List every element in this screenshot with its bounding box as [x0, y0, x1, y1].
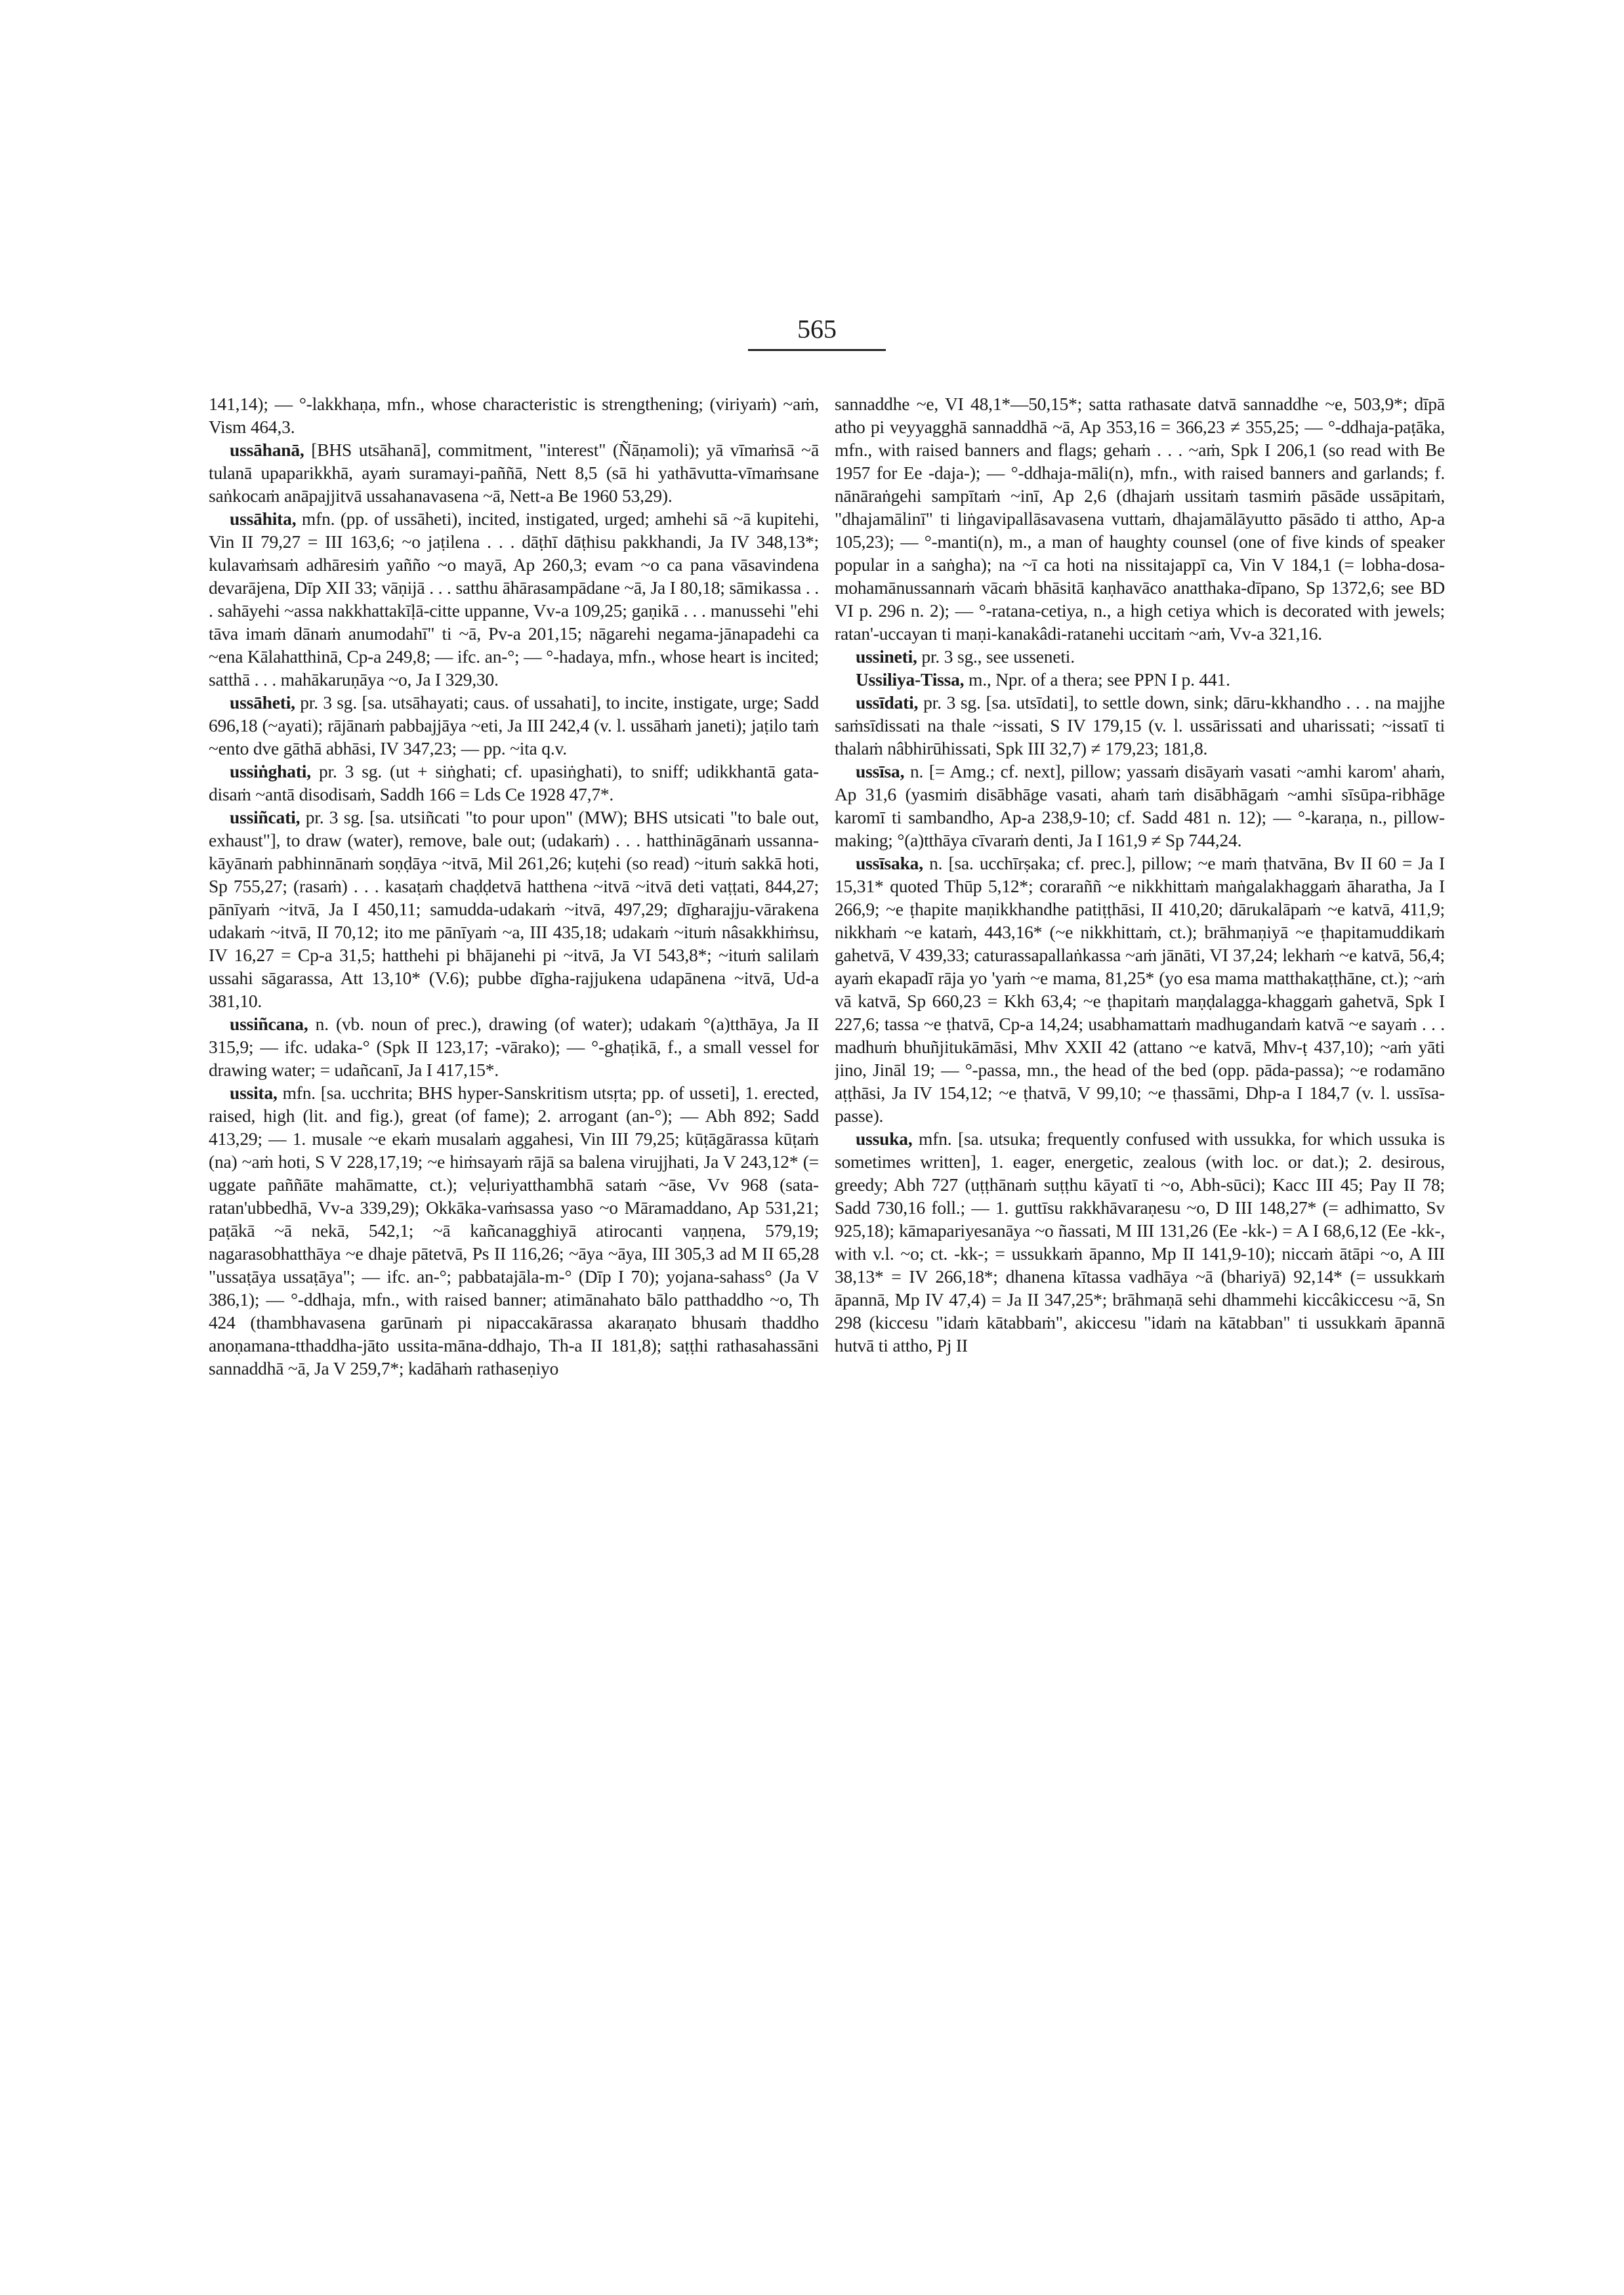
entry-text: mfn. [sa. utsuka; frequently confused with ussukka, for which ussuka is sometimes written], 1. eager, energetic, zealous (with loc. or dat.); 2. desirous, greedy; Abh 727 (uṭṭhānaṁ suṭṭhu kāyatī ti ~o, Abh-sūci); Kacc III 45; Pay II 78; Sadd 730,16 foll.; — 1. guttīsu rakkhāvaraṇesu ~o, D III 148,27* (= adhimatto, Sv 925,18); kāmapariyesanāya ~o ñassati, M III 131,26 (Ee -kk-) = A I 68,6,12 (Ee -kk-, with v.l. ~o; ct. -kk-; = ussukkaṁ āpanno, Mp II 141,9-10); niccaṁ ātāpi ~o, A III 38,13* = IV 266,18*; dhanena kītassa vadhāya ~ā (bhariyā) 92,14* (= ussukkaṁ āpannā, Mp IV 47,4) = Ja II 347,25*; brāhmaṇā sehi dhammehi kiccâkiccesu ~ā, Sn 298 (kiccesu "idaṁ kātabbaṁ", akiccesu "idaṁ na kātabban" ti ussukkaṁ āpannā hutvā ti attho, Pj II	[835, 1128, 1445, 1355]
entry-headword: ussiṅghati,	[230, 761, 311, 781]
dictionary-entry	[835, 691, 1445, 760]
entry-text: pr. 3 sg., see usseneti.	[917, 646, 1075, 667]
header-rule	[748, 349, 886, 351]
entry-text: 141,14); — °-lakkhaṇa, mfn., whose characteristic is strengthening; (viriyaṁ) ~aṁ, Vism 464,3.	[209, 394, 819, 437]
entry-headword: ussiñcati,	[230, 807, 301, 827]
entry-headword: ussīdati,	[856, 692, 919, 713]
dictionary-entry	[209, 691, 819, 760]
entry-headword: ussita,	[230, 1083, 278, 1103]
entry-headword: ussāhanā,	[230, 440, 304, 460]
entry-headword: ussīsa,	[856, 761, 905, 781]
entry-headword: Ussiliya-Tissa,	[856, 669, 965, 690]
dictionary-entry	[835, 1127, 1445, 1357]
entry-headword: ussāhita,	[230, 508, 297, 529]
entry-text: n. [= Amg.; cf. next], pillow; yassaṁ disāyaṁ vasati ~amhi karom' ahaṁ, Ap 31,6 (yasmiṁ disābhāge vasati, ahaṁ taṁ disābhāgaṁ ~amhi sīsūpa-ribhāge karomī ti sambandho, Ap-a 238,9-10; cf. Sadd 481 n. 12); — °-karaṇa, n., pillow-making; °(a)tthāya cīvaraṁ denti, Ja I 161,9 ≠ Sp 744,24.	[835, 761, 1445, 850]
dictionary-entry	[835, 668, 1445, 691]
left-column	[209, 392, 819, 2203]
dictionary-entry	[835, 645, 1445, 668]
dictionary-entry	[209, 1081, 819, 1380]
entry-text: pr. 3 sg. (ut + siṅghati; cf. upasiṅghati), to sniff; udikkhantā gata-disaṁ ~antā disodisaṁ, Saddh 166 = Lds Ce 1928 47,7*.	[209, 761, 819, 804]
dictionary-entry	[835, 760, 1445, 852]
entry-text: mfn. (pp. of ussāheti), incited, instigated, urged; amhehi sā ~ā kupitehi, Vin II 79,27 = III 163,6; ~o jaṭilena . . . dāṭhī dāṭhisu pakkhandi, Ja IV 348,13*; kulavaṁsaṁ adhāresiṁ yañño ~o mayā, Ap 260,3; evam ~o ca pana vāsavindena devarājena, Dīp XII 33; vāṇijā . . . satthu āhārasampādane ~ā, Ja I 80,18; sāmikassa . . . sahāyehi ~assa nakkhattakīḷā-citte uppanne, Vv-a 109,25; gaṇikā . . . manussehi "ehi tāva imaṁ dānaṁ anumodahī" ti ~ā, Pv-a 201,15; nāgarehi negama-jānapadehi ca ~ena Kālahatthinā, Cp-a 249,8; — ifc. an-°; — °-hadaya, mfn., whose heart is incited; satthā . . . mahākaruṇāya ~o, Ja I 329,30.	[209, 508, 819, 690]
dictionary-entry	[835, 852, 1445, 1127]
entry-headword: ussīsaka,	[856, 853, 923, 873]
dictionary-entry	[209, 392, 819, 438]
entry-text: sannaddhe ~e, VI 48,1*—50,15*; satta rathasate datvā sannaddhe ~e, 503,9*; dīpā atho pi veyyagghā sannaddhā ~ā, Ap 353,16 = 366,23 ≠ 355,25; — °-ddhaja-paṭāka, mfn., with raised banners and flags; gehaṁ . . . ~aṁ, Spk I 206,1 (so read with Be 1957 for Ee -daja-); — °-ddhaja-māli(n), mfn., with raised banners and garlands; f. nānāraṅgehi sampītaṁ ~inī, Ap 2,6 (dhajaṁ ussitaṁ tasmiṁ pāsāde ussāpitaṁ, "dhajamālinī" ti liṅgavipallāsavasena vuttaṁ, dhajamālāyutto pāsādo ti attho, Ap-a 105,23); — °-manti(n), m., a man of haughty counsel (one of five kinds of speaker popular in a saṅgha); na ~ī ca hoti na nissitajappī ca, Vin V 184,1 (= lobha-dosa-mohamānussannaṁ vācaṁ bhāsitā kaṇhavāco anatthaka-dīpano, Sp 1372,6; see BD VI p. 296 n. 2); — °-ratana-cetiya, n., a high cetiya which is decorated with jewels; ratan'-uccayan ti maṇi-kanakâdi-ratanehi uccitaṁ ~aṁ, Vv-a 321,16.	[835, 394, 1445, 644]
entry-text: n. [sa. ucchīrṣaka; cf. prec.], pillow; ~e maṁ ṭhatvāna, Bv II 60 = Ja I 15,31* quoted Thūp 5,12*; coraraññ ~e nikkhittaṁ maṅgalakhaggaṁ āharatha, Ja I 266,9; ~e ṭhapite maṇikkhandhe patiṭṭhāsi, II 410,20; dārukalāpaṁ ~e katvā, 411,9; nikkhaṁ ~e kataṁ, 443,16* (~e nikkhittaṁ, ct.); brāhmaṇiyā ~e ṭhapitamuddikaṁ gahetvā, V 439,33; caturassapallaṅkassa ~aṁ jānāti, VI 37,24; lekhaṁ ~e katvā, 56,4; ayaṁ ekapadī rāja yo 'yaṁ ~e mama, 81,25* (yo esa mama matthakaṭṭhāne, ct.); ~aṁ vā katvā, Sp 660,23 = Kkh 63,4; ~e ṭhapitaṁ maṇḍalagga-khaggaṁ gahetvā, Spk I 227,6; tassa ~e ṭhatvā, Cp-a 14,24; usabhamattaṁ madhugandaṁ katvā ~e sayaṁ . . . madhuṁ bhuñjitukāmāsi, Mhv XXII 42 (attano ~e katvā, Mhv-ṭ 437,10); ~aṁ yāti jino, Jināl 19; — °-passa, mn., the head of the bed (opp. pāda-passa); ~e rodamāno aṭṭhāsi, Ja IV 154,12; ~e ṭhatvā, V 99,10; ~e ṭhassāmi, Dhp-a I 184,7 (v. l. ussīsa-passe).	[835, 853, 1445, 1126]
dictionary-entry	[209, 806, 819, 1012]
entry-headword: ussiñcana,	[230, 1014, 308, 1034]
entry-text: [BHS utsāhanā], commitment, "interest" (Ñāṇamoli); yā vīmaṁsā ~ā tulanā upaparikkhā, ayaṁ suramayi-paññā, Nett 8,5 (sā hi yathāvutta-vīmaṁsane saṅkocaṁ anāpajjitvā ussahanavasena ~ā, Nett-a Be 1960 53,29).	[209, 440, 819, 506]
dictionary-entry	[209, 1012, 819, 1081]
entry-headword: ussineti,	[856, 646, 917, 667]
entry-text: n. (vb. noun of prec.), drawing (of water); udakaṁ °(a)tthāya, Ja II 315,9; — ifc. udaka-° (Spk II 123,17; -vārako); — °-ghaṭikā, f., a small vessel for drawing water; = udañcanī, Ja I 417,15*.	[209, 1014, 819, 1080]
right-column	[835, 392, 1445, 2203]
dictionary-entry	[209, 507, 819, 691]
entry-headword: ussāheti,	[230, 692, 295, 713]
entry-text: m., Npr. of a thera; see PPN I p. 441.	[964, 669, 1230, 690]
entry-text: mfn. [sa. ucchrita; BHS hyper-Sanskritism utsṛta; pp. of usseti], 1. erected, raised, high (lit. and fig.), great (of fame); 2. arrogant (an-°); — Abh 892; Sadd 413,29; — 1. musale ~e ekaṁ musalaṁ aggahesi, Vin III 79,25; kūṭāgārassa kūṭaṁ (na) ~aṁ hoti, S V 228,17,19; ~e hiṁsayaṁ rājā sa balena virujjhati, Ja V 243,12* (= uggate paññāte mahāmatte, ct.); veḷuriyatthambhā sataṁ ~āse, Vv 968 (sata-ratan'ubbedhā, Vv-a 339,29); Okkāka-vaṁsassa yaso ~o Māramaddano, Ap 531,21; paṭākā ~ā nekā, 542,1; ~ā kañcanagghiyā atirocanti vaṇṇena, 579,19; nagarasobhatthāya ~e dhaje pātetvā, Ps II 116,26; ~āya ~āya, III 305,3 ad M II 65,28 "ussaṭāya ussaṭāya"; — ifc. an-°; pabbatajāla-m-° (Dīp I 70); yojana-sahass° (Ja V 386,1); — °-ddhaja, mfn., with raised banner; atimānahato bālo patthaddho ~o, Th 424 (thambhavasena garūnaṁ pi nipaccakārassa akaraṇato bhusaṁ thaddho anoṇamana-tthaddha-jāto ussita-māna-ddhajo, Th-a II 181,8); saṭṭhi rathasahassāni sannaddhā ~ā, Ja V 259,7*; kadāhaṁ rathaseṇiyo	[209, 1083, 819, 1378]
entry-headword: ussuka,	[856, 1128, 913, 1149]
dictionary-entry	[209, 760, 819, 806]
dictionary-entry	[835, 392, 1445, 645]
entry-text: pr. 3 sg. [sa. utsīdati], to settle down, sink; dāru-kkhandho . . . na majjhe saṁsīdissati na thale ~issati, S IV 179,15 (v. l. ussārissati and uharissati; ~issatī ti thalaṁ nâbhirūhissati, Spk III 32,7) ≠ 179,23; 181,8.	[835, 692, 1445, 758]
entry-text: pr. 3 sg. [sa. utsiñcati "to pour upon" (MW); BHS utsicati "to bale out, exhaust"], to draw (water), remove, bale out; (udakaṁ) . . . hatthināgānaṁ ussanna-kāyānaṁ pabhinnānaṁ soṇḍāya ~itvā, Mil 261,26; kuṭehi (so read) ~ituṁ sakkā hoti, Sp 755,27; (rasaṁ) . . . kasaṭaṁ chaḍḍetvā hatthena ~itvā ~itvā deti vaṭṭati, 844,27; pānīyaṁ ~itvā, Ja I 450,11; samudda-udakaṁ ~itvā, 497,29; dīgharajju-vārakena udakaṁ ~itvā, II 70,12; ito me pānīyaṁ ~a, III 435,18; udakaṁ ~ituṁ nâsakkhiṁsu, IV 16,27 = Cp-a 31,5; hatthehi pi bhājanehi pi ~itvā, Ja VI 543,8*; ~ituṁ salilaṁ ussahi sāgarassa, Att 13,10* (V.6); pubbe dīgha-rajjukena udapānena ~itvā, Ud-a 381,10.	[209, 807, 819, 1011]
page-number: 565	[797, 314, 837, 344]
dictionary-entry	[209, 438, 819, 507]
entry-text: pr. 3 sg. [sa. utsāhayati; caus. of ussahati], to incite, instigate, urge; Sadd 696,18 (~ayati); rājānaṁ pabbajjāya ~eti, Ja III 242,4 (v. l. ussāhaṁ janeti); jaṭilo taṁ ~ento dve gāthā abhāsi, IV 347,23; — pp. ~ita q.v.	[209, 692, 819, 758]
